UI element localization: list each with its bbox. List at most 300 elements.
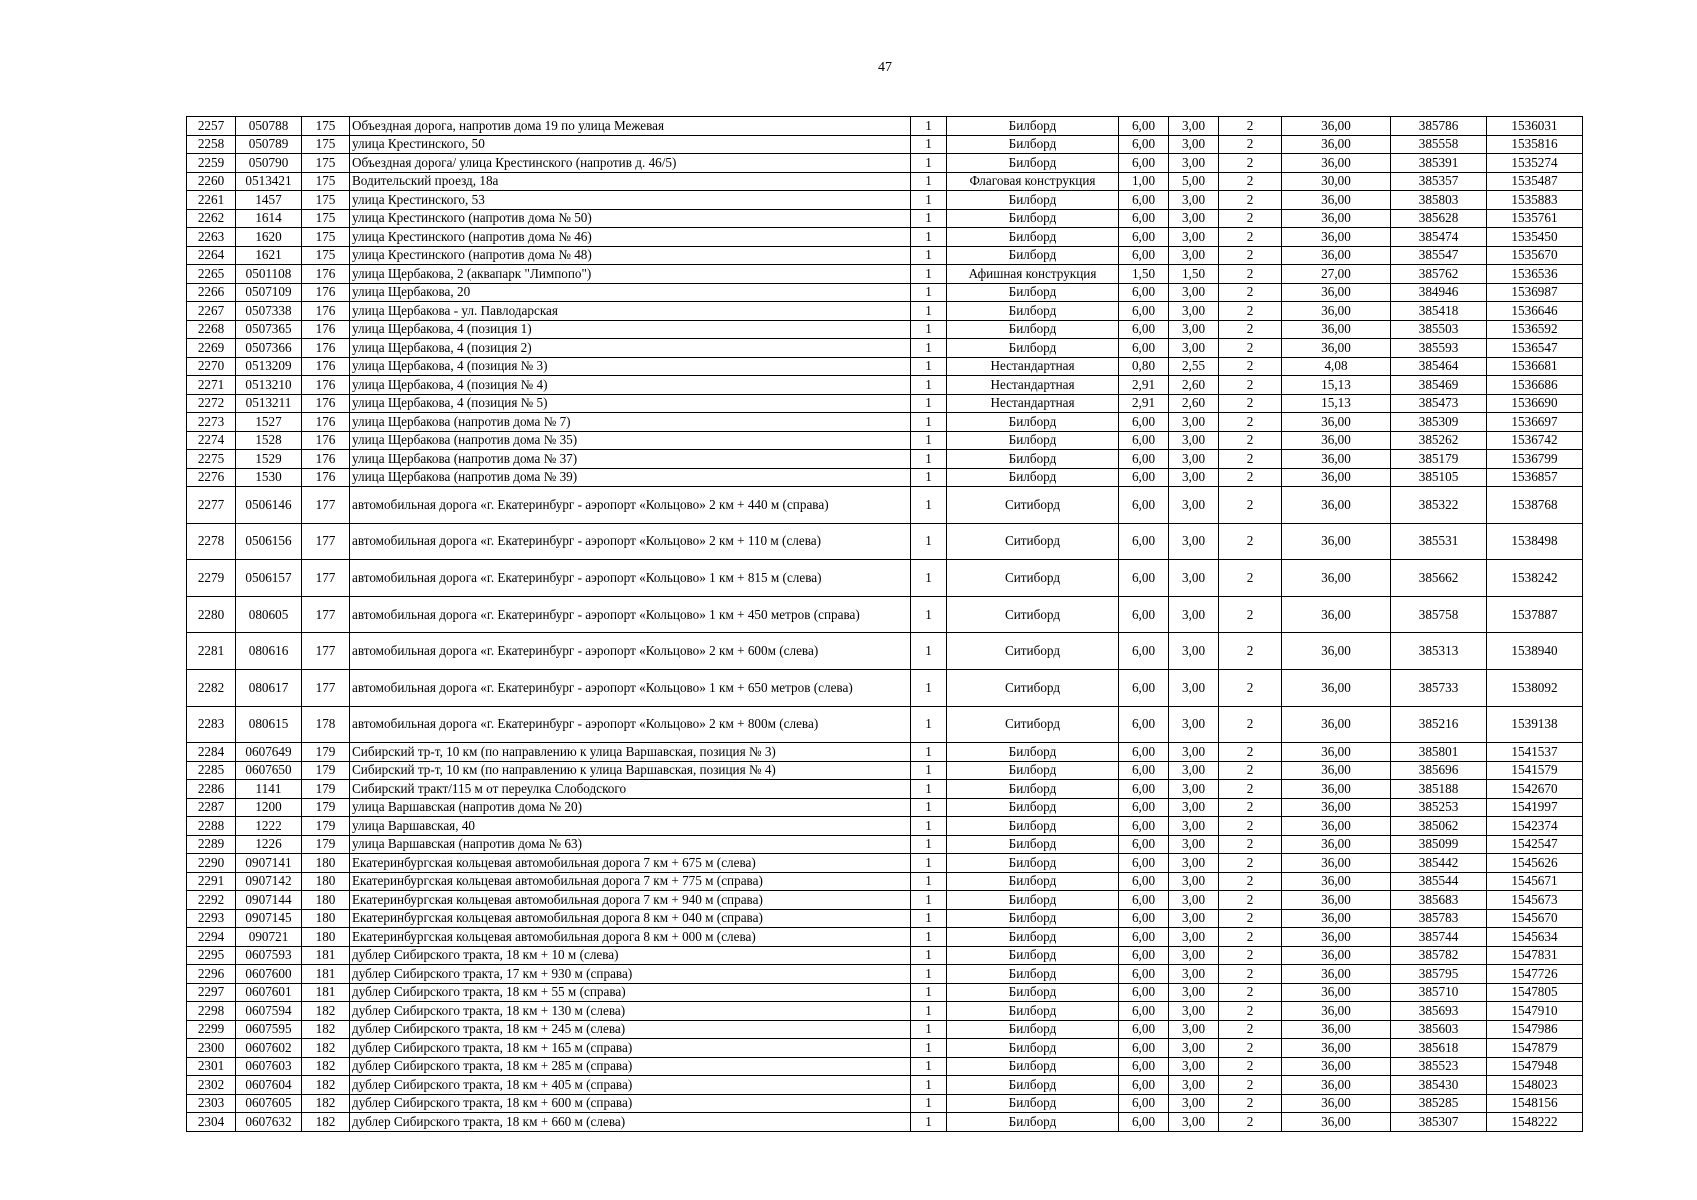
cell-width: 6,00 — [1119, 523, 1169, 560]
cell-district-code: 177 — [302, 560, 350, 597]
cell-faces: 2 — [1219, 228, 1282, 247]
cell-height: 3,00 — [1169, 1057, 1219, 1076]
cell-faces: 2 — [1219, 596, 1282, 633]
cell-faces: 2 — [1219, 1094, 1282, 1113]
cell-construction-id: 0507109 — [236, 283, 302, 302]
cell-construction-type: Билборд — [947, 431, 1119, 450]
cell-district-code: 179 — [302, 817, 350, 836]
cell-sides-count: 1 — [911, 117, 947, 136]
cell-coord-y: 1547805 — [1487, 983, 1583, 1002]
cell-height: 3,00 — [1169, 1094, 1219, 1113]
table-row — [187, 450, 1583, 469]
cell-area: 36,00 — [1282, 302, 1391, 321]
cell-construction-type: Ситиборд — [947, 669, 1119, 706]
cell-construction-type: Билборд — [947, 872, 1119, 891]
cell-coord-x: 385216 — [1391, 706, 1487, 743]
cell-area: 36,00 — [1282, 928, 1391, 947]
cell-faces: 2 — [1219, 394, 1282, 413]
cell-row-number: 2273 — [187, 413, 236, 432]
cell-coord-y: 1547879 — [1487, 1039, 1583, 1058]
cell-construction-id: 0513210 — [236, 376, 302, 395]
cell-area: 36,00 — [1282, 487, 1391, 524]
cell-construction-id: 0607602 — [236, 1039, 302, 1058]
table-row — [187, 339, 1583, 358]
cell-construction-id: 0607605 — [236, 1094, 302, 1113]
cell-district-code: 179 — [302, 780, 350, 799]
table-row — [187, 357, 1583, 376]
cell-faces: 2 — [1219, 523, 1282, 560]
cell-row-number: 2287 — [187, 798, 236, 817]
cell-width: 6,00 — [1119, 1113, 1169, 1132]
cell-district-code: 175 — [302, 117, 350, 136]
cell-construction-id: 1621 — [236, 246, 302, 265]
table-row — [187, 706, 1583, 743]
cell-district-code: 180 — [302, 928, 350, 947]
cell-coord-x: 385469 — [1391, 376, 1487, 395]
cell-row-number: 2300 — [187, 1039, 236, 1058]
cell-construction-id: 0507365 — [236, 320, 302, 339]
cell-row-number: 2272 — [187, 394, 236, 413]
table-row — [187, 798, 1583, 817]
cell-sides-count: 1 — [911, 172, 947, 191]
cell-coord-x: 385801 — [1391, 743, 1487, 762]
cell-construction-type: Билборд — [947, 1057, 1119, 1076]
cell-height: 3,00 — [1169, 523, 1219, 560]
cell-address: улица Крестинского (напротив дома № 50) — [350, 209, 911, 228]
cell-height: 5,00 — [1169, 172, 1219, 191]
cell-faces: 2 — [1219, 983, 1282, 1002]
cell-sides-count: 1 — [911, 283, 947, 302]
cell-coord-y: 1535487 — [1487, 172, 1583, 191]
table-row — [187, 560, 1583, 597]
cell-coord-y: 1536536 — [1487, 265, 1583, 284]
cell-width: 2,91 — [1119, 376, 1169, 395]
table-row — [187, 817, 1583, 836]
cell-area: 36,00 — [1282, 669, 1391, 706]
cell-coord-x: 385430 — [1391, 1076, 1487, 1095]
cell-row-number: 2260 — [187, 172, 236, 191]
cell-construction-id: 1141 — [236, 780, 302, 799]
cell-sides-count: 1 — [911, 1057, 947, 1076]
cell-faces: 2 — [1219, 1057, 1282, 1076]
cell-area: 36,00 — [1282, 450, 1391, 469]
cell-construction-id: 1529 — [236, 450, 302, 469]
cell-width: 6,00 — [1119, 798, 1169, 817]
cell-coord-y: 1548222 — [1487, 1113, 1583, 1132]
cell-width: 6,00 — [1119, 928, 1169, 947]
cell-row-number: 2282 — [187, 669, 236, 706]
cell-width: 6,00 — [1119, 246, 1169, 265]
cell-area: 36,00 — [1282, 154, 1391, 173]
cell-width: 6,00 — [1119, 706, 1169, 743]
table-row — [187, 487, 1583, 524]
cell-district-code: 182 — [302, 1113, 350, 1132]
cell-area: 36,00 — [1282, 339, 1391, 358]
table-row — [187, 669, 1583, 706]
table-row — [187, 891, 1583, 910]
cell-width: 6,00 — [1119, 320, 1169, 339]
cell-width: 6,00 — [1119, 761, 1169, 780]
cell-address: дублер Сибирского тракта, 18 км + 660 м (слева) — [350, 1113, 911, 1132]
cell-address: дублер Сибирского тракта, 18 км + 130 м (слева) — [350, 1002, 911, 1021]
cell-faces: 2 — [1219, 320, 1282, 339]
cell-height: 3,00 — [1169, 117, 1219, 136]
cell-width: 6,00 — [1119, 209, 1169, 228]
placement-table — [186, 116, 1583, 1132]
cell-coord-y: 1542374 — [1487, 817, 1583, 836]
cell-row-number: 2267 — [187, 302, 236, 321]
cell-width: 6,00 — [1119, 780, 1169, 799]
cell-coord-y: 1536646 — [1487, 302, 1583, 321]
cell-width: 6,00 — [1119, 983, 1169, 1002]
table-row — [187, 413, 1583, 432]
cell-coord-y: 1536742 — [1487, 431, 1583, 450]
cell-sides-count: 1 — [911, 302, 947, 321]
table-row — [187, 743, 1583, 762]
cell-construction-type: Билборд — [947, 1076, 1119, 1095]
cell-district-code: 176 — [302, 468, 350, 487]
cell-address: автомобильная дорога «г. Екатеринбург - аэропорт «Кольцово» 1 км + 650 метров (слева) — [350, 669, 911, 706]
cell-address: автомобильная дорога «г. Екатеринбург - аэропорт «Кольцово» 2 км + 440 м (справа) — [350, 487, 911, 524]
cell-construction-id: 080616 — [236, 633, 302, 670]
cell-construction-id: 0907144 — [236, 891, 302, 910]
cell-sides-count: 1 — [911, 743, 947, 762]
cell-address: улица Щербакова, 4 (позиция № 5) — [350, 394, 911, 413]
cell-faces: 2 — [1219, 946, 1282, 965]
cell-coord-y: 1545673 — [1487, 891, 1583, 910]
cell-coord-y: 1548023 — [1487, 1076, 1583, 1095]
cell-faces: 2 — [1219, 450, 1282, 469]
cell-construction-type: Ситиборд — [947, 633, 1119, 670]
table-row — [187, 983, 1583, 1002]
cell-district-code: 182 — [302, 1020, 350, 1039]
cell-construction-type: Билборд — [947, 983, 1119, 1002]
cell-height: 3,00 — [1169, 743, 1219, 762]
cell-width: 6,00 — [1119, 117, 1169, 136]
table-row — [187, 117, 1583, 136]
cell-construction-id: 1527 — [236, 413, 302, 432]
cell-construction-id: 0607603 — [236, 1057, 302, 1076]
cell-area: 36,00 — [1282, 468, 1391, 487]
cell-address: дублер Сибирского тракта, 18 км + 245 м (слева) — [350, 1020, 911, 1039]
cell-coord-y: 1538768 — [1487, 487, 1583, 524]
cell-district-code: 175 — [302, 172, 350, 191]
cell-width: 6,00 — [1119, 135, 1169, 154]
cell-coord-x: 385105 — [1391, 468, 1487, 487]
cell-sides-count: 1 — [911, 965, 947, 984]
cell-height: 3,00 — [1169, 965, 1219, 984]
cell-row-number: 2275 — [187, 450, 236, 469]
cell-row-number: 2293 — [187, 909, 236, 928]
cell-width: 6,00 — [1119, 468, 1169, 487]
cell-sides-count: 1 — [911, 320, 947, 339]
cell-coord-y: 1536592 — [1487, 320, 1583, 339]
cell-area: 36,00 — [1282, 523, 1391, 560]
cell-construction-type: Билборд — [947, 339, 1119, 358]
cell-row-number: 2264 — [187, 246, 236, 265]
cell-sides-count: 1 — [911, 872, 947, 891]
cell-width: 6,00 — [1119, 633, 1169, 670]
cell-height: 3,00 — [1169, 154, 1219, 173]
cell-address: улица Щербакова, 2 (аквапарк "Лимпопо") — [350, 265, 911, 284]
cell-district-code: 175 — [302, 191, 350, 210]
cell-address: дублер Сибирского тракта, 18 км + 405 м (справа) — [350, 1076, 911, 1095]
cell-sides-count: 1 — [911, 394, 947, 413]
cell-coord-y: 1536987 — [1487, 283, 1583, 302]
cell-height: 3,00 — [1169, 891, 1219, 910]
cell-height: 3,00 — [1169, 431, 1219, 450]
cell-district-code: 176 — [302, 450, 350, 469]
cell-construction-id: 0607595 — [236, 1020, 302, 1039]
cell-construction-type: Билборд — [947, 891, 1119, 910]
cell-height: 3,00 — [1169, 872, 1219, 891]
cell-area: 36,00 — [1282, 117, 1391, 136]
cell-area: 36,00 — [1282, 891, 1391, 910]
cell-address: дублер Сибирского тракта, 17 км + 930 м (справа) — [350, 965, 911, 984]
cell-faces: 2 — [1219, 928, 1282, 947]
cell-width: 6,00 — [1119, 854, 1169, 873]
cell-district-code: 177 — [302, 596, 350, 633]
cell-sides-count: 1 — [911, 228, 947, 247]
cell-construction-id: 0506146 — [236, 487, 302, 524]
cell-construction-type: Билборд — [947, 1039, 1119, 1058]
cell-area: 36,00 — [1282, 835, 1391, 854]
cell-area: 36,00 — [1282, 246, 1391, 265]
cell-sides-count: 1 — [911, 154, 947, 173]
cell-faces: 2 — [1219, 817, 1282, 836]
cell-row-number: 2304 — [187, 1113, 236, 1132]
cell-construction-id: 0507338 — [236, 302, 302, 321]
cell-height: 3,00 — [1169, 283, 1219, 302]
table-row — [187, 761, 1583, 780]
cell-area: 36,00 — [1282, 872, 1391, 891]
table-row — [187, 172, 1583, 191]
cell-sides-count: 1 — [911, 983, 947, 1002]
cell-construction-id: 1614 — [236, 209, 302, 228]
cell-coord-x: 385758 — [1391, 596, 1487, 633]
cell-coord-x: 385618 — [1391, 1039, 1487, 1058]
cell-district-code: 176 — [302, 320, 350, 339]
cell-row-number: 2270 — [187, 357, 236, 376]
cell-coord-x: 385683 — [1391, 891, 1487, 910]
cell-coord-x: 385593 — [1391, 339, 1487, 358]
table-row — [187, 1057, 1583, 1076]
cell-row-number: 2277 — [187, 487, 236, 524]
cell-construction-id: 0506156 — [236, 523, 302, 560]
cell-address: Объездная дорога, напротив дома 19 по улица Межевая — [350, 117, 911, 136]
cell-area: 36,00 — [1282, 209, 1391, 228]
cell-height: 3,00 — [1169, 596, 1219, 633]
table-row — [187, 780, 1583, 799]
cell-district-code: 181 — [302, 983, 350, 1002]
cell-construction-type: Ситиборд — [947, 706, 1119, 743]
cell-area: 36,00 — [1282, 1020, 1391, 1039]
cell-coord-x: 385309 — [1391, 413, 1487, 432]
cell-height: 3,00 — [1169, 302, 1219, 321]
cell-area: 36,00 — [1282, 1076, 1391, 1095]
cell-district-code: 176 — [302, 413, 350, 432]
cell-district-code: 179 — [302, 743, 350, 762]
cell-row-number: 2262 — [187, 209, 236, 228]
cell-sides-count: 1 — [911, 413, 947, 432]
cell-district-code: 176 — [302, 357, 350, 376]
cell-coord-x: 385662 — [1391, 560, 1487, 597]
cell-coord-x: 385628 — [1391, 209, 1487, 228]
cell-construction-type: Билборд — [947, 761, 1119, 780]
cell-width: 6,00 — [1119, 283, 1169, 302]
cell-width: 6,00 — [1119, 1076, 1169, 1095]
cell-address: улица Щербакова (напротив дома № 39) — [350, 468, 911, 487]
cell-area: 36,00 — [1282, 228, 1391, 247]
cell-construction-type: Билборд — [947, 302, 1119, 321]
cell-height: 2,60 — [1169, 376, 1219, 395]
cell-construction-id: 1620 — [236, 228, 302, 247]
cell-height: 3,00 — [1169, 817, 1219, 836]
cell-construction-id: 0607650 — [236, 761, 302, 780]
cell-coord-y: 1536686 — [1487, 376, 1583, 395]
cell-sides-count: 1 — [911, 596, 947, 633]
cell-construction-type: Билборд — [947, 135, 1119, 154]
cell-address: Сибирский тр-т, 10 км (по направлению к улица Варшавская, позиция № 4) — [350, 761, 911, 780]
cell-district-code: 180 — [302, 854, 350, 873]
cell-width: 6,00 — [1119, 817, 1169, 836]
cell-construction-id: 0501108 — [236, 265, 302, 284]
cell-construction-type: Нестандартная — [947, 394, 1119, 413]
cell-construction-id: 1457 — [236, 191, 302, 210]
cell-area: 4,08 — [1282, 357, 1391, 376]
cell-row-number: 2271 — [187, 376, 236, 395]
cell-construction-id: 1200 — [236, 798, 302, 817]
cell-width: 6,00 — [1119, 946, 1169, 965]
cell-row-number: 2289 — [187, 835, 236, 854]
cell-faces: 2 — [1219, 302, 1282, 321]
cell-faces: 2 — [1219, 669, 1282, 706]
table-row — [187, 246, 1583, 265]
cell-height: 2,60 — [1169, 394, 1219, 413]
cell-faces: 2 — [1219, 117, 1282, 136]
cell-area: 36,00 — [1282, 633, 1391, 670]
cell-height: 3,00 — [1169, 246, 1219, 265]
table-row — [187, 154, 1583, 173]
cell-area: 15,13 — [1282, 376, 1391, 395]
cell-coord-y: 1536799 — [1487, 450, 1583, 469]
cell-coord-x: 385307 — [1391, 1113, 1487, 1132]
cell-sides-count: 1 — [911, 468, 947, 487]
cell-row-number: 2274 — [187, 431, 236, 450]
cell-coord-y: 1541537 — [1487, 743, 1583, 762]
cell-faces: 2 — [1219, 339, 1282, 358]
cell-coord-x: 385803 — [1391, 191, 1487, 210]
cell-construction-id: 0607594 — [236, 1002, 302, 1021]
cell-district-code: 180 — [302, 872, 350, 891]
cell-faces: 2 — [1219, 283, 1282, 302]
cell-coord-x: 385733 — [1391, 669, 1487, 706]
cell-sides-count: 1 — [911, 780, 947, 799]
cell-construction-id: 0513209 — [236, 357, 302, 376]
cell-district-code: 182 — [302, 1076, 350, 1095]
page-number: 47 — [878, 60, 892, 75]
cell-district-code: 175 — [302, 246, 350, 265]
cell-width: 6,00 — [1119, 872, 1169, 891]
cell-width: 1,50 — [1119, 265, 1169, 284]
cell-height: 3,00 — [1169, 1020, 1219, 1039]
cell-sides-count: 1 — [911, 265, 947, 284]
cell-coord-y: 1545671 — [1487, 872, 1583, 891]
cell-coord-x: 385558 — [1391, 135, 1487, 154]
cell-address: дублер Сибирского тракта, 18 км + 165 м (справа) — [350, 1039, 911, 1058]
cell-construction-type: Нестандартная — [947, 357, 1119, 376]
cell-sides-count: 1 — [911, 209, 947, 228]
cell-height: 3,00 — [1169, 413, 1219, 432]
cell-sides-count: 1 — [911, 376, 947, 395]
cell-construction-type: Билборд — [947, 246, 1119, 265]
cell-district-code: 176 — [302, 265, 350, 284]
cell-sides-count: 1 — [911, 431, 947, 450]
table-row — [187, 1002, 1583, 1021]
cell-width: 6,00 — [1119, 154, 1169, 173]
cell-coord-y: 1538092 — [1487, 669, 1583, 706]
cell-faces: 2 — [1219, 965, 1282, 984]
cell-width: 6,00 — [1119, 450, 1169, 469]
cell-sides-count: 1 — [911, 817, 947, 836]
cell-height: 3,00 — [1169, 780, 1219, 799]
cell-row-number: 2263 — [187, 228, 236, 247]
cell-construction-type: Билборд — [947, 450, 1119, 469]
cell-coord-y: 1538242 — [1487, 560, 1583, 597]
cell-area: 36,00 — [1282, 817, 1391, 836]
cell-faces: 2 — [1219, 743, 1282, 762]
cell-construction-id: 050788 — [236, 117, 302, 136]
cell-district-code: 182 — [302, 1039, 350, 1058]
cell-address: улица Крестинского, 53 — [350, 191, 911, 210]
cell-coord-y: 1547910 — [1487, 1002, 1583, 1021]
cell-construction-id: 080605 — [236, 596, 302, 633]
cell-coord-y: 1535816 — [1487, 135, 1583, 154]
cell-width: 6,00 — [1119, 431, 1169, 450]
cell-coord-x: 385442 — [1391, 854, 1487, 873]
cell-address: Екатеринбургская кольцевая автомобильная дорога 8 км + 040 м (справа) — [350, 909, 911, 928]
cell-faces: 2 — [1219, 172, 1282, 191]
cell-height: 3,00 — [1169, 191, 1219, 210]
table-row — [187, 283, 1583, 302]
cell-coord-x: 385544 — [1391, 872, 1487, 891]
cell-construction-type: Афишная конструкция — [947, 265, 1119, 284]
cell-address: улица Щербакова - ул. Павлодарская — [350, 302, 911, 321]
cell-address: дублер Сибирского тракта, 18 км + 10 м (слева) — [350, 946, 911, 965]
cell-row-number: 2298 — [187, 1002, 236, 1021]
table-row — [187, 835, 1583, 854]
cell-construction-type: Билборд — [947, 117, 1119, 136]
cell-district-code: 175 — [302, 135, 350, 154]
table-row — [187, 209, 1583, 228]
cell-construction-type: Билборд — [947, 965, 1119, 984]
cell-faces: 2 — [1219, 357, 1282, 376]
cell-height: 3,00 — [1169, 468, 1219, 487]
cell-height: 3,00 — [1169, 487, 1219, 524]
cell-address: автомобильная дорога «г. Екатеринбург - аэропорт «Кольцово» 1 км + 815 м (слева) — [350, 560, 911, 597]
cell-construction-id: 0507366 — [236, 339, 302, 358]
cell-row-number: 2292 — [187, 891, 236, 910]
cell-coord-y: 1535670 — [1487, 246, 1583, 265]
cell-sides-count: 1 — [911, 487, 947, 524]
cell-sides-count: 1 — [911, 854, 947, 873]
table-row — [187, 633, 1583, 670]
cell-construction-type: Билборд — [947, 817, 1119, 836]
cell-width: 6,00 — [1119, 228, 1169, 247]
cell-district-code: 177 — [302, 523, 350, 560]
cell-district-code: 182 — [302, 1094, 350, 1113]
cell-row-number: 2301 — [187, 1057, 236, 1076]
